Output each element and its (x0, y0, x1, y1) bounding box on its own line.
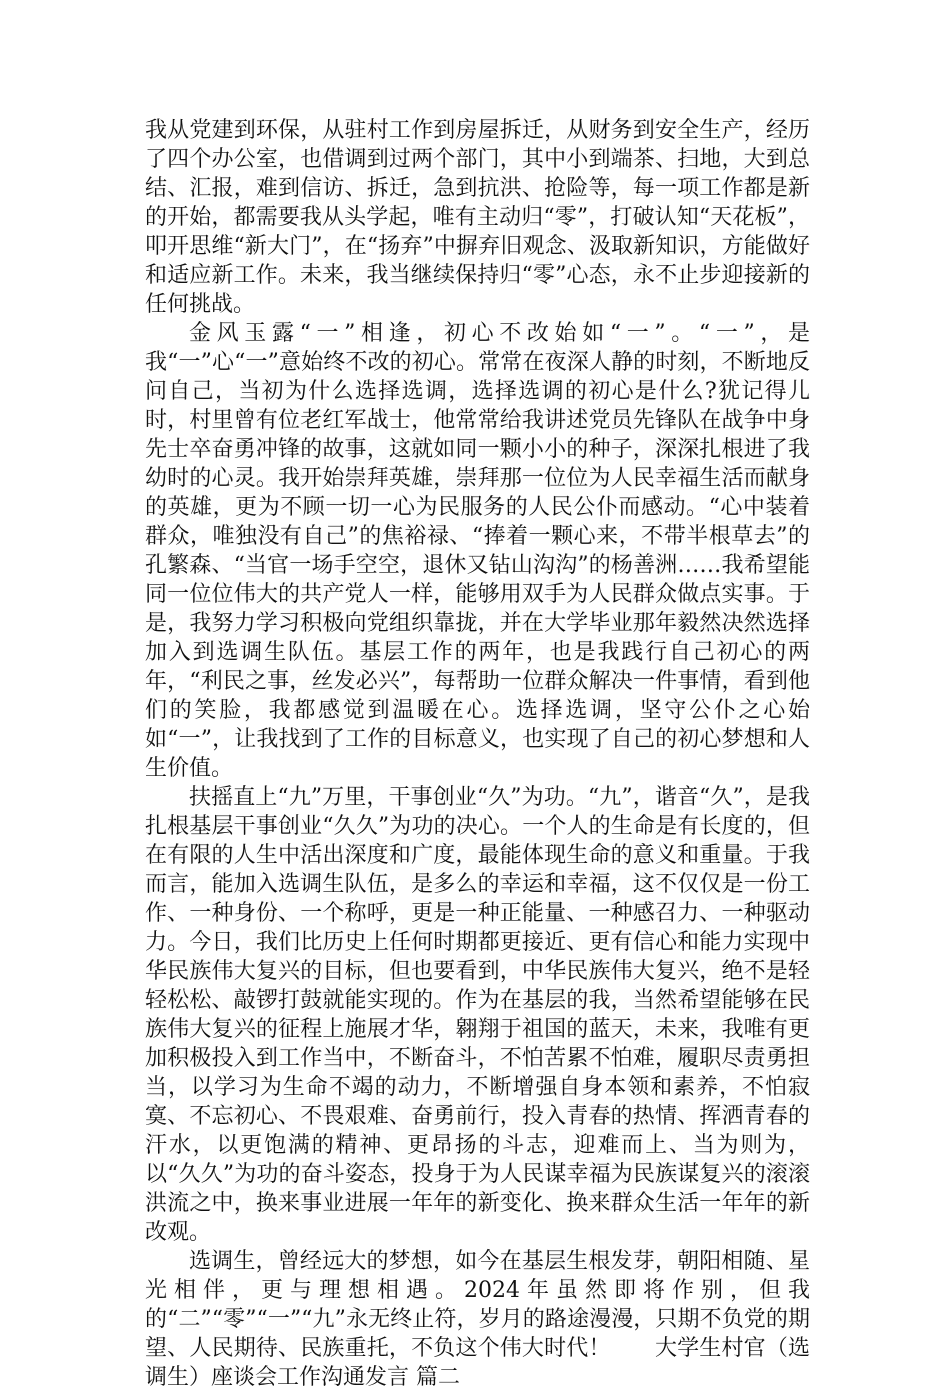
paragraph-4: 选调生，曾经远大的梦想，如今在基层生根发芽，朝阳相随、星光相伴，更与理想相遇。2024年虽然即将作别，但我的“二”“零”“一”“九”永无终止符，岁月的路途漫漫，只期不负党的期望、人民期待、民族重托，不负这个伟大时代！ 大学生村官（选调生）座谈会工作沟通发言 篇二 (145, 1249, 810, 1390)
paragraph-2: 金风玉露“一”相逢，初心不改始如“一”。“一”，是我“一”心“一”意始终不改的初心。常常在夜深人静的时刻，不断地反问自己，当初为什么选择选调，选择选调的初心是什么?犹记得儿时，村里曾有位老红军战士，他常常给我讲述党员先锋队在战争中身先士卒奋勇冲锋的故事，这就如同一颗小小的种子，深深扎根进了我幼时的心灵。我开始崇拜英雄，崇拜那一位位为人民幸福生活而献身的英雄，更为不顾一切一心为民服务的人民公仆而感动。“心中装着群众，唯独没有自己”的焦裕禄、“捧着一颗心来，不带半根草去”的孔繁森、“当官一场手空空，退休又钻山沟沟”的杨善洲……我希望能同一位位伟大的共产党人一样，能够用双手为人民群众做点实事。于是，我努力学习积极向党组织靠拢，并在大学毕业那年毅然决然选择加入到选调生队伍。基层工作的两年，也是我践行自己初心的两年，“利民之事，丝发必兴”，每帮助一位群众解决一件事情，看到他们的笑脸，我都感觉到温暖在心。选择选调，坚守公仆之心始如“一”，让我找到了工作的目标意义，也实现了自己的初心梦想和人生价值。 (145, 321, 810, 781)
paragraph-3: 扶摇直上“九”万里，干事创业“久”为功。“九”，谐音“久”，是我扎根基层干事创业“久久”为功的决心。一个人的生命是有长度的，但在有限的人生中活出深度和广度，最能体现生命的意义和重量。于我而言，能加入选调生队伍，是多么的幸运和幸福，这不仅仅是一份工作、一种身份、一个称呼，更是一种正能量、一种感召力、一种驱动力。今日，我们比历史上任何时期都更接近、更有信心和能力实现中华民族伟大复兴的目标，但也要看到，中华民族伟大复兴，绝不是轻轻松松、敲锣打鼓就能实现的。作为在基层的我，当然希望能够在民族伟大复兴的征程上施展才华，翱翔于祖国的蓝天，未来，我唯有更加积极投入到工作当中，不断奋斗，不怕苦累不怕难，履职尽责勇担当，以学习为生命不竭的动力，不断增强自身本领和素养，不怕寂寞、不忘初心、不畏艰难、奋勇前行，投入青春的热情、挥洒青春的汗水，以更饱满的精神、更昂扬的斗志，迎难而上、当为则为，以“久久”为功的奋斗姿态，投身于为人民谋幸福为民族谋复兴的滚滚洪流之中，换来事业进展一年年的新变化、换来群众生活一年年的新改观。 (145, 785, 810, 1245)
paragraph-1: 我从党建到环保，从驻村工作到房屋拆迁，从财务到安全生产，经历了四个办公室，也借调到过两个部门，其中小到端茶、扫地，大到总结、汇报，难到信访、拆迁，急到抗洪、抢险等，每一项工作都是新的开始，都需要我从头学起，唯有主动归“零”，打破认知“天花板”，叩开思维“新大门”，在“扬弃”中摒弃旧观念、汲取新知识，方能做好和适应新工作。未来，我当继续保持归“零”心态，永不止步迎接新的任何挑战。 (145, 118, 810, 317)
document-body (145, 116, 810, 1392)
